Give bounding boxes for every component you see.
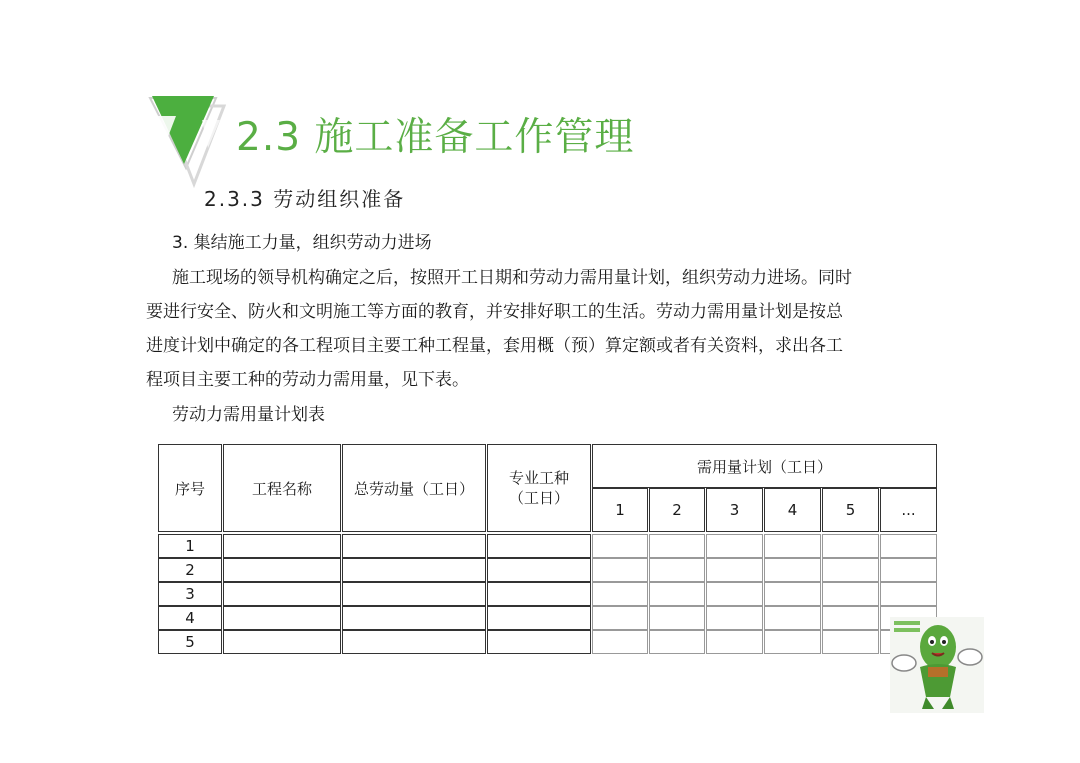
table-row bbox=[158, 534, 937, 558]
table-row bbox=[158, 630, 937, 654]
table-row bbox=[158, 558, 937, 582]
paragraph-line: 程项目主要工种的劳动力需用量，见下表。 bbox=[146, 370, 469, 390]
paragraph-line: 进度计划中确定的各工程项目主要工种工程量，套用概（预）算定额或者有关资料，求出各工 bbox=[146, 336, 843, 356]
page-title: 2.3 施工准备工作管理 bbox=[236, 115, 635, 160]
row-number: 4 bbox=[158, 606, 222, 630]
header-plan-col: ... bbox=[880, 488, 937, 532]
labor-plan-table bbox=[157, 444, 938, 654]
header-plan-col: 5 bbox=[822, 488, 879, 532]
header-plan-col: 3 bbox=[706, 488, 763, 532]
body-paragraph bbox=[146, 261, 946, 397]
header-seq: 序号 bbox=[158, 444, 222, 532]
header-plan-col: 4 bbox=[764, 488, 821, 532]
header-total-labor: 总劳动量（工日） bbox=[342, 444, 486, 532]
item-heading: 3. 集结施工力量，组织劳动力进场 bbox=[172, 233, 432, 253]
section-subtitle: 2.3.3 劳动组织准备 bbox=[204, 187, 406, 211]
row-number: 1 bbox=[158, 534, 222, 558]
row-number: 3 bbox=[158, 582, 222, 606]
paragraph-line: 施工现场的领导机构确定之后，按照开工日期和劳动力需用量计划，组织劳动力进场。同时 bbox=[172, 268, 852, 288]
table-row bbox=[158, 582, 937, 606]
header-plan-col: 2 bbox=[649, 488, 705, 532]
paragraph-line: 要进行安全、防火和文明施工等方面的教育，并安排好职工的生活。劳动力需用量计划是按总 bbox=[146, 302, 843, 322]
row-number: 2 bbox=[158, 558, 222, 582]
header-plan-col: 1 bbox=[592, 488, 648, 532]
table-caption: 劳动力需用量计划表 bbox=[172, 405, 325, 425]
green-mascot-character-icon bbox=[890, 617, 984, 713]
green-triangle-logo-icon bbox=[146, 92, 228, 188]
header-project-name: 工程名称 bbox=[223, 444, 341, 532]
row-number: 5 bbox=[158, 630, 222, 654]
header-trade: 专业工种（工日） bbox=[487, 444, 591, 532]
table-row bbox=[158, 606, 937, 630]
header-demand-plan: 需用量计划（工日） bbox=[592, 444, 937, 488]
